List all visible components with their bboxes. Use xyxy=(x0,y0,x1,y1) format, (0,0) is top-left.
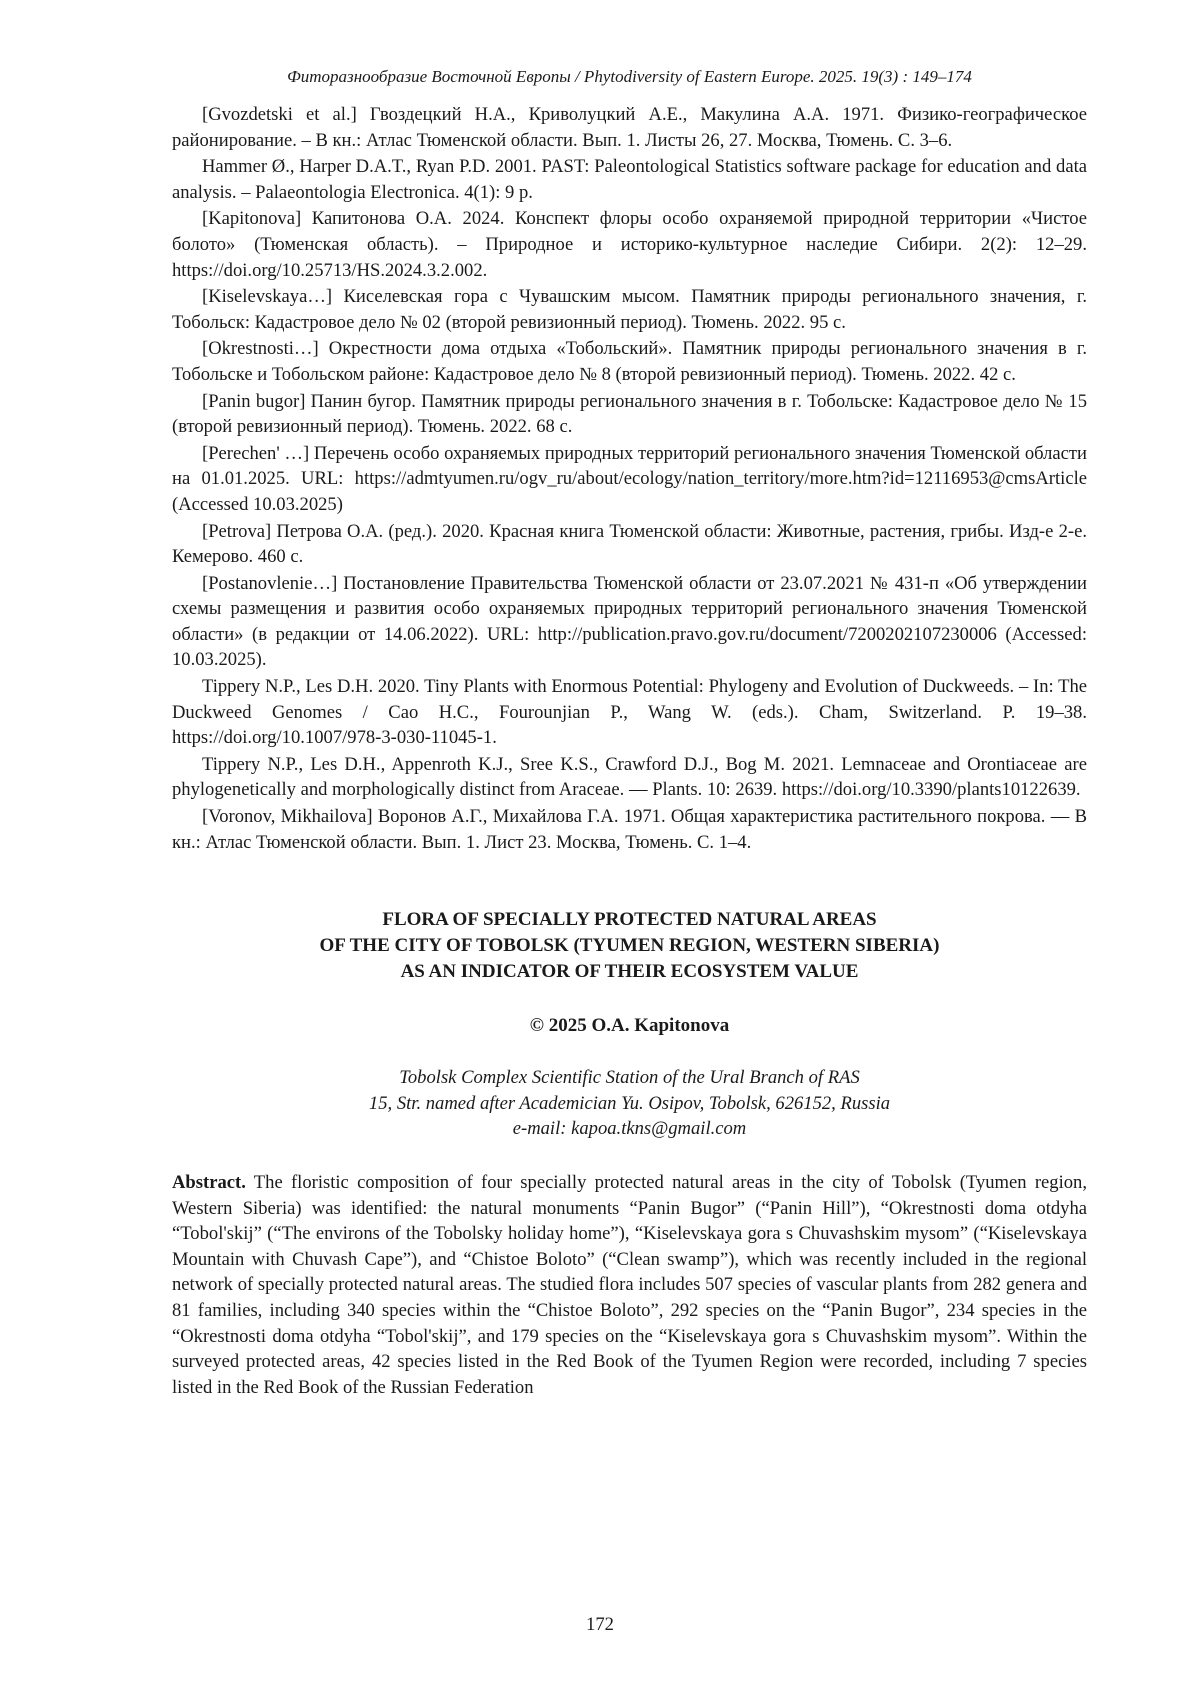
abstract-text: The floristic composition of four specially protected natural areas in the city of Tobolsk (Tyumen region, Western Siberia) was identified: the natural monuments “Panin Bugor” (“Panin Hill”), “Okrestnosti doma otdyha “Tobol'skij” (“The environs of the Tobolsky holiday home”), “Kiselevskaya gora s Chuvashskim mysom” (“Kiselevskaya Mountain with Chuvash Cape”), and “Chistoe Boloto” (“Clean swamp”), which was recently included in the regional network of specially protected natural areas. The studied flora includes 507 species of vascular plants from 282 genera and 81 families, including 340 species within the “Chistoe Boloto”, 292 species on the “Panin Bugor”, 234 species in the “Okrestnosti doma otdyha “Tobol'skij”, and 179 species on the “Kiselevskaya gora s Chuvashskim mysom”. Within the surveyed protected areas, 42 species listed in the Red Book of the Tyumen Region were recorded, including 7 species listed in the Red Book of the Russian Federation xyxy=(172,1172,1087,1398)
affiliation xyxy=(172,1065,1087,1142)
page-content xyxy=(172,66,1087,1419)
reference-item: [Kapitonova] Капитонова О.А. 2024. Конспект флоры особо охраняемой природной территории «Чистое болото» (Тюменская область). – Природное и историко-культурное наследие Сибири. 2(2): 12–29. https://doi.org/10.25713/HS.2024.3.2.002. xyxy=(172,206,1087,283)
author-line: © 2025 O.A. Kapitonova xyxy=(172,1013,1087,1039)
article-title-line: OF THE CITY OF TOBOLSK (TYUMEN REGION, WESTERN SIBERIA) xyxy=(172,933,1087,959)
reference-item: [Kiselevskaya…] Киселевская гора с Чувашским мысом. Памятник природы регионального значения, г. Тобольск: Кадастровое дело № 02 (второй ревизионный период). Тюмень. 2022. 95 с. xyxy=(172,284,1087,335)
abstract xyxy=(172,1170,1087,1400)
affiliation-email: e-mail: kapoa.tkns@gmail.com xyxy=(172,1116,1087,1142)
affiliation-line: Tobolsk Complex Scientific Station of the Ural Branch of RAS xyxy=(172,1065,1087,1091)
reference-list xyxy=(172,102,1087,855)
reference-item: [Gvozdetski et al.] Гвоздецкий Н.А., Криволуцкий А.Е., Макулина А.А. 1971. Физико-географическое районирование. – В кн.: Атлас Тюменской области. Вып. 1. Листы 26, 27. Москва, Тюмень. С. 3–6. xyxy=(172,102,1087,153)
reference-item: [Petrova] Петрова О.А. (ред.). 2020. Красная книга Тюменской области: Животные, растения, грибы. Изд-е 2-е. Кемерово. 460 с. xyxy=(172,519,1087,570)
running-header: Фиторазнообразие Восточной Европы / Phytodiversity of Eastern Europe. 2025. 19(3) : 149–174 xyxy=(172,66,1087,88)
reference-item: [Perechen' …] Перечень особо охраняемых природных территорий регионального значения Тюменской области на 01.01.2025. URL: https://admtyumen.ru/ogv_ru/about/ecology/nation_territory/more.htm?id=12116953@cmsArticle (Accessed 10.03.2025) xyxy=(172,441,1087,518)
reference-item: [Okrestnosti…] Окрестности дома отдыха «Тобольский». Памятник природы регионального значения в г. Тобольске и Тобольском районе: Кадастровое дело № 8 (второй ревизионный период). Тюмень. 2022. 42 с. xyxy=(172,336,1087,387)
page-number: 172 xyxy=(0,1614,1200,1636)
reference-item: Tippery N.P., Les D.H. 2020. Tiny Plants with Enormous Potential: Phylogeny and Evolution of Duckweeds. – In: The Duckweed Genomes / Cao H.C., Fourounjian P., Wang W. (eds.). Cham, Switzerland. P. 19–38. https://doi.org/10.1007/978-3-030-11045-1. xyxy=(172,674,1087,751)
article-title-line: AS AN INDICATOR OF THEIR ECOSYSTEM VALUE xyxy=(172,959,1087,985)
affiliation-line: 15, Str. named after Academician Yu. Osipov, Tobolsk, 626152, Russia xyxy=(172,1091,1087,1117)
abstract-label: Abstract. xyxy=(172,1172,246,1193)
reference-item: [Voronov, Mikhailova] Воронов А.Г., Михайлова Г.А. 1971. Общая характеристика растительного покрова. — В кн.: Атлас Тюменской области. Вып. 1. Лист 23. Москва, Тюмень. С. 1–4. xyxy=(172,804,1087,855)
reference-item: [Panin bugor] Панин бугор. Памятник природы регионального значения в г. Тобольске: Кадастровое дело № 15 (второй ревизионный период). Тюмень. 2022. 68 с. xyxy=(172,389,1087,440)
article-title xyxy=(172,907,1087,985)
reference-item: [Postanovlenie…] Постановление Правительства Тюменской области от 23.07.2021 № 431-п «Об утверждении схемы размещения и развития особо охраняемых природных территорий регионального значения Тюменской области» (в редакции от 14.06.2022). URL: http://publication.pravo.gov.ru/document/7200202107230006 (Accessed: 10.03.2025). xyxy=(172,571,1087,673)
reference-item: Tippery N.P., Les D.H., Appenroth K.J., Sree K.S., Crawford D.J., Bog M. 2021. Lemnaceae and Orontiaceae are phylogenetically and morphologically distinct from Araceae. — Plants. 10: 2639. https://doi.org/10.3390/plants10122639. xyxy=(172,752,1087,803)
article-title-line: FLORA OF SPECIALLY PROTECTED NATURAL AREAS xyxy=(172,907,1087,933)
reference-item: Hammer Ø., Harper D.A.T., Ryan P.D. 2001. PAST: Paleontological Statistics software package for education and data analysis. – Palaeontologia Electronica. 4(1): 9 p. xyxy=(172,154,1087,205)
